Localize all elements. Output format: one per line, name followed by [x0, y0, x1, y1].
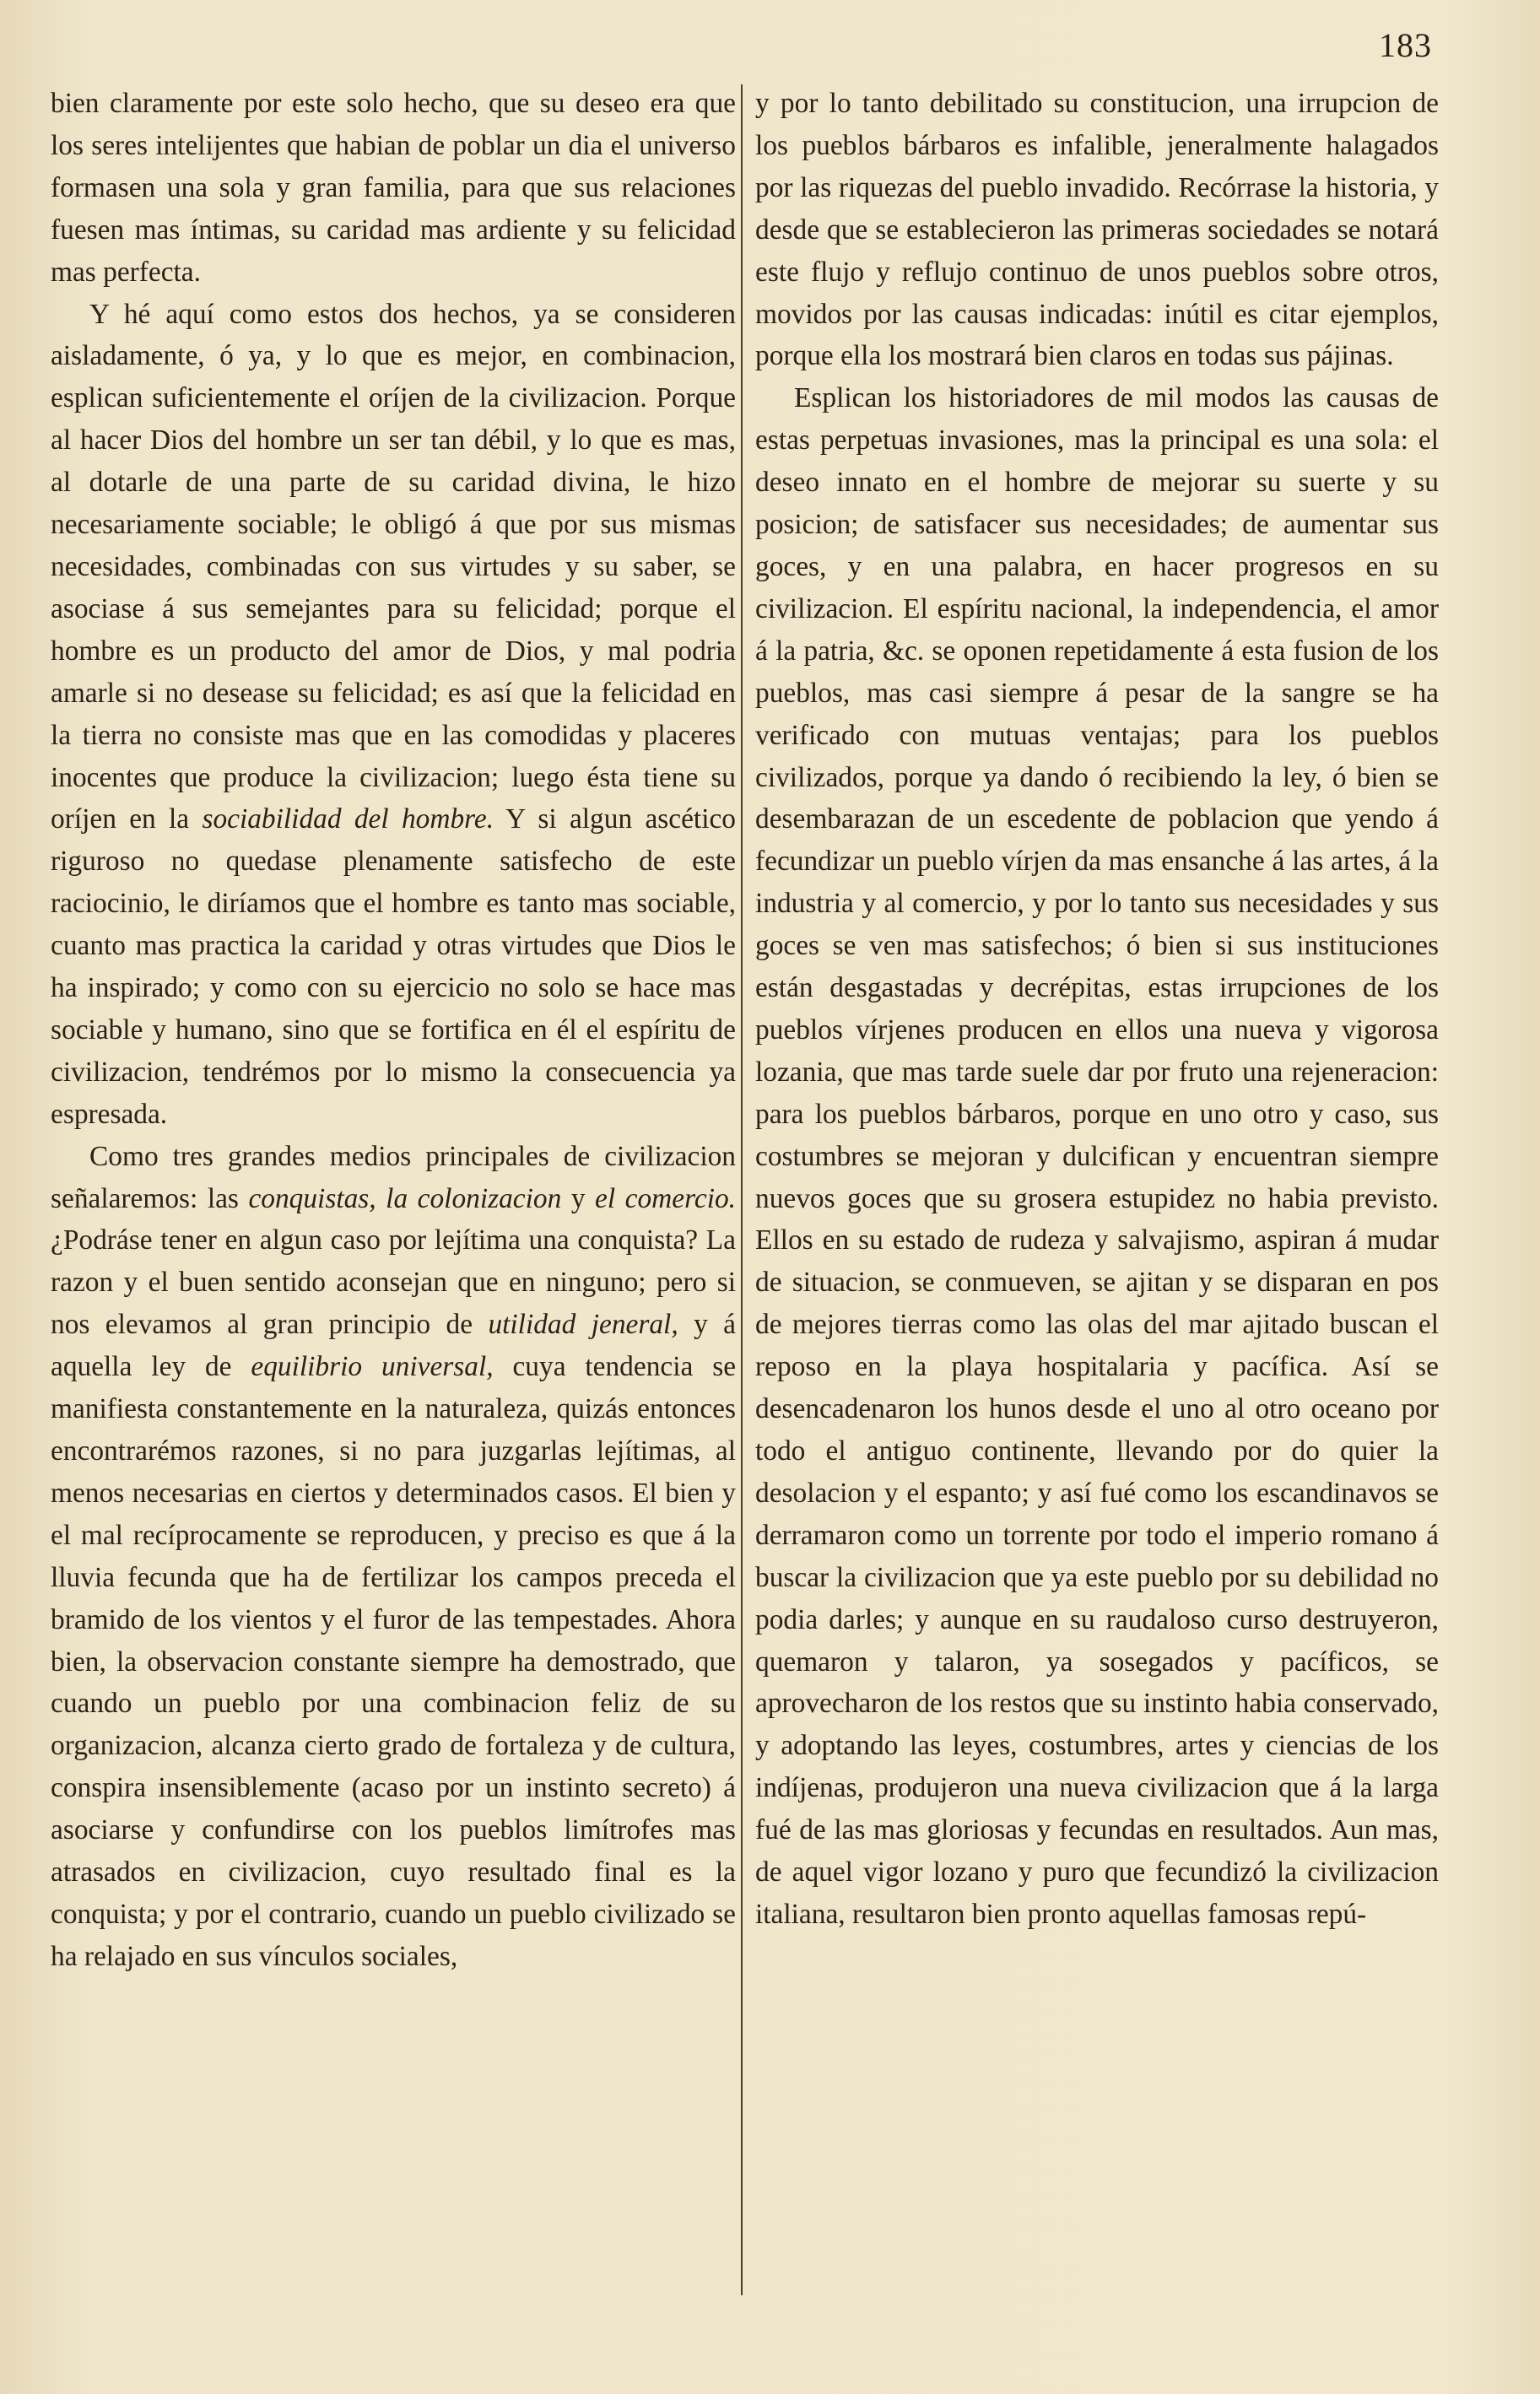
text-run: Y hé aquí como estos dos hechos, ya se consideren aisladamente, ó ya, y lo que es mejor, en combinacion, esplican suficientemente el oríjen de la civilizacion. Porque al hacer Dios del hombre un ser tan débil, y lo que es mas, al dotarle de una parte de su caridad divina, le hizo necesariamente sociable; le obligó á que por sus mismas necesidades, combinadas con sus virtudes y su saber, se asociase á sus semejantes para su felicidad; porque el hombre es un producto del amor de Dios, y mal podria amarle si no desease su felicidad; es así que la felicidad en la tierra no consiste mas que en las comodidas y placeres inocentes que produce la civilizacion; luego ésta tiene su oríjen en la — [51, 298, 736, 835]
italic-text: conquistas, la colonizacion — [248, 1182, 562, 1214]
text-run: Esplican los historiadores de mil modos las causas de estas perpetuas invasiones, mas la principal es una sola: el deseo innato en el hombre de mejorar su suerte y su posicion; de satisfacer sus necesidades; de aumentar sus goces, y en una palabra, en hacer progresos en su civilizacion. El espíritu nacional, la independencia, el amor á la patria, &c. se oponen repetidamente á esta fusion de los pueblos, mas casi siempre á pesar de la sangre se ha verificado con mutuas ventajas; para los pueblos civilizados, porque ya dando ó recibiendo la ley, ó bien se desembarazan de un escedente de poblacion que yendo á fecundizar un pueblo vírjen da mas ensanche á las artes, á la industria y al comercio, y por lo tanto sus necesidades y sus goces se ven mas satisfechos; ó bien si sus instituciones están desgastadas y decrépitas, estas irrupciones de los pueblos vírjenes producen en ellos una nueva y vigorosa lozania, que mas tarde suele dar por fruto una rejeneracion: para los pueblos bárbaros, porque en uno otro y caso, sus costumbres se mejoran y dulcifican y encuentran siempre nuevos goces que su grosera estupidez no habia previsto. Ellos en su estado de rudeza y salvajismo, aspiran á mudar de situacion, se conmueven, se ajitan y se disparan en pos de mejores tierras como las olas del mar ajitado buscan el reposo en la playa hospitalaria y pacífica. Así se desencadenaron los hunos desde el uno al otro oceano por todo el antiguo continente, llevando por do quier la desolacion y el espanto; y así fué como los escandinavos se derramaron como un torrente por todo el imperio romano á buscar la civilizacion que ya este pueblo por su debilidad no podia darles; y aunque en su raudaloso curso destruyeron, quemaron y talaron, ya sosegados y pacíficos, se aprovecharon de los restos que su instinto habia conservado, y adoptando las leyes, costumbres, artes y ciencias de los indíjenas, produjeron una nueva civilizacion que á la larga fué de las mas gloriosas y fecundas en resultados. Aun mas, de aquel vigor lozano y puro que fecundizó la civilizacion italiana, resultaron bien pronto aquellas famosas repú- — [755, 382, 1439, 1930]
text-run: y por lo tanto debilitado su constitucion, una irrupcion de los pueblos bárbaros es infalible, jeneralmente halagados por las riquezas del pueblo invadido. Recórrase la historia, y desde que se establecieron las primeras sociedades se notará este flujo y reflujo continuo de unos pueblos sobre otros, movidos por las causas indicadas: inútil es citar ejemplos, porque ella los mostrará bien claros en todas sus pájinas. — [755, 88, 1439, 372]
text-run: bien claramente por este solo hecho, que su deseo era que los seres intelijentes que habian de poblar un dia el universo formasen una sola y gran familia, para que sus relaciones fuesen mas íntimas, su caridad mas ardiente y su felicidad mas perfecta. — [51, 88, 736, 288]
paragraph — [51, 294, 736, 1136]
italic-text: equilibrio universal, — [251, 1351, 494, 1383]
text-run: ¿Podráse tener en algun caso por lejítima una conquista? La razon y el buen sentido aconsejan que en ninguno; pero si nos elevamos al gran principio de — [51, 1224, 736, 1341]
italic-text: el comercio. — [595, 1182, 737, 1214]
right-column — [755, 83, 1439, 1936]
paragraph — [51, 83, 736, 294]
left-column — [51, 83, 736, 1978]
text-run: Y si algun ascético riguroso no quedase plenamente satisfecho de este raciocinio, le diríamos que el hombre es tanto mas sociable, cuanto mas practica la caridad y otras virtudes que Dios le ha inspirado; y como con su ejercicio no solo se hace mas sociable y humano, sino que se fortifica en él el espíritu de civilizacion, tendrémos por lo mismo la consecuencia ya espresada. — [51, 803, 736, 1130]
paragraph — [755, 377, 1439, 1936]
italic-text: utilidad jeneral, — [488, 1309, 678, 1341]
text-run: cuya tendencia se manifiesta constantemente en la naturaleza, quizás entonces encontrarémos razones, si no para juzgarlas lejítimas, al menos necesarias en ciertos y determinados casos. El bien y el mal recíprocamente se reproducen, y preciso es que á la lluvia fecunda que ha de fertilizar los campos preceda el bramido de los vientos y el furor de las tempestades. Ahora bien, la observacion constante siempre ha demostrado, que cuando un pueblo por una combinacion feliz de su organizacion, alcanza cierto grado de fortaleza y de cultura, conspira insensiblemente (acaso por un instinto secreto) á asociarse y confundirse con los pueblos limítrofes mas atrasados en civilizacion, cuyo resultado final es la conquista; y por el contrario, cuando un pueblo civilizado se ha relajado en sus vínculos sociales, — [51, 1351, 737, 1972]
text-run: Como tres grandes medios principales de civilizacion señalaremos: las — [51, 1140, 736, 1214]
paragraph — [755, 83, 1439, 377]
column-divider — [741, 84, 743, 2295]
text-run: y á aquella ley de — [51, 1309, 737, 1383]
italic-text: sociabilidad del hombre. — [202, 803, 494, 835]
paragraph — [51, 1136, 736, 1978]
text-run: y — [561, 1182, 596, 1214]
page-number: 183 — [1379, 26, 1432, 64]
